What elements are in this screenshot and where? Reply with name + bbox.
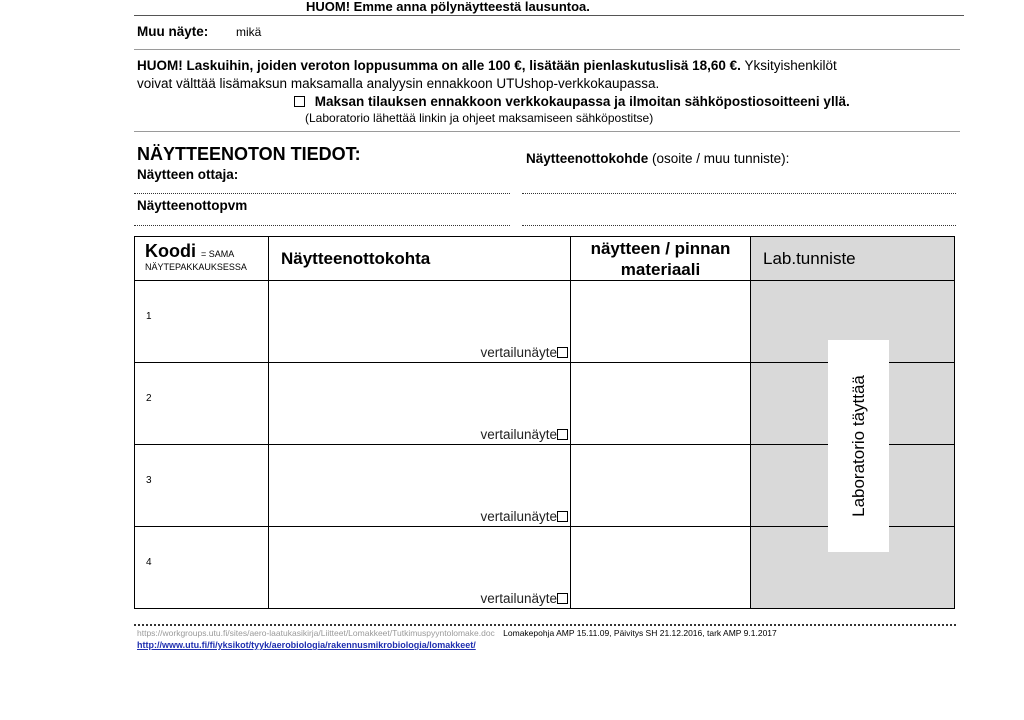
invoice-note-text: Yksityishenkilöt: [744, 58, 837, 73]
header-koodi-label: Koodi: [145, 241, 196, 261]
header-koodi: [135, 237, 269, 281]
row-number: 2: [146, 393, 152, 404]
other-sample-label: Muu näyte:: [137, 24, 209, 39]
footer-path-text: https://workgroups.utu.fi/sites/aero-laatukasikirja/Liitteet/Lomakkeet/Tutkimuspyyntolomake.doc: [137, 628, 495, 638]
reference-sample-label: vertailunäyte: [480, 427, 557, 442]
reference-sample[interactable]: [480, 591, 568, 606]
sampling-target-label: [526, 150, 789, 167]
other-sample-value[interactable]: mikä: [236, 25, 262, 39]
kohta-cell[interactable]: [269, 445, 571, 527]
kohta-cell[interactable]: [269, 363, 571, 445]
payment-checkbox[interactable]: [294, 96, 305, 107]
invoice-note: [137, 57, 957, 74]
sampling-date-field[interactable]: [134, 225, 510, 226]
table-header-row: [135, 237, 955, 281]
reference-sample-checkbox[interactable]: [557, 593, 568, 604]
header-lab: Lab.tunniste: [751, 237, 955, 281]
header-materiaali-line2: materiaali: [620, 259, 701, 279]
reference-sample-checkbox[interactable]: [557, 429, 568, 440]
materiaali-cell[interactable]: [571, 527, 751, 609]
footer-divider: [134, 624, 956, 626]
invoice-note-bold: HUOM! Laskuihin, joiden veroton loppusumma on alle 100 €, lisätään pienlaskutuslisä 18,60 €.: [137, 58, 741, 73]
divider: [134, 49, 960, 50]
materiaali-cell[interactable]: [571, 363, 751, 445]
koodi-cell[interactable]: [135, 363, 269, 445]
payment-note: (Laboratorio lähettää linkin ja ohjeet maksamiseen sähköpostitse): [305, 111, 654, 125]
reference-sample-label: vertailunäyte: [480, 345, 557, 360]
koodi-cell[interactable]: [135, 445, 269, 527]
sampling-target-label-rest: (osoite / muu tunniste):: [652, 151, 790, 166]
footer-path: [137, 628, 777, 638]
invoice-note-line2: voivat välttää lisämaksun maksamalla analyysin ennakkoon UTUshop-verkkokaupassa.: [137, 76, 660, 91]
header-materiaali: [571, 237, 751, 281]
reference-sample[interactable]: [480, 427, 568, 442]
sampling-target-field-1[interactable]: [522, 193, 956, 194]
reference-sample-checkbox[interactable]: [557, 347, 568, 358]
header-koodi-sub: NÄYTEPAKKAUKSESSA: [145, 262, 247, 272]
row-number: 4: [146, 557, 152, 568]
materiaali-cell[interactable]: [571, 281, 751, 363]
footer-meta: Lomakepohja AMP 15.11.09, Päivitys SH 21.12.2016, tark AMP 9.1.2017: [503, 628, 777, 638]
sampling-target-field-2[interactable]: [522, 225, 956, 226]
reference-sample-label: vertailunäyte: [480, 591, 557, 606]
sampling-date-label: Näytteenottopvm: [137, 198, 248, 213]
lab-fill-note-text: Laboratorio täyttää: [848, 375, 868, 517]
header-koodi-small: = SAMA: [201, 249, 235, 259]
reference-sample[interactable]: [480, 345, 568, 360]
reference-sample[interactable]: [480, 509, 568, 524]
sampling-target-label-bold: Näytteenottokohde: [526, 151, 649, 166]
koodi-cell[interactable]: [135, 281, 269, 363]
kohta-cell[interactable]: [269, 527, 571, 609]
payment-checkbox-label: Maksan tilauksen ennakkoon verkkokaupassa ja ilmoitan sähköpostiosoitteeni yllä.: [314, 94, 850, 109]
payment-checkbox-row[interactable]: [294, 93, 850, 110]
footer-link[interactable]: http://www.utu.fi/fi/yksikot/tyyk/aerobiologia/rakennusmikrobiologia/lomakkeet/: [137, 640, 476, 650]
row-number: 3: [146, 475, 152, 486]
sampling-heading: NÄYTTEENOTON TIEDOT:: [137, 144, 361, 164]
row-number: 1: [146, 311, 152, 322]
reference-sample-label: vertailunäyte: [480, 509, 557, 524]
divider: [134, 15, 964, 16]
reference-sample-checkbox[interactable]: [557, 511, 568, 522]
header-materiaali-line1: näytteen / pinnan: [590, 238, 731, 258]
materiaali-cell[interactable]: [571, 445, 751, 527]
header-kohta: Näytteenottokohta: [269, 237, 571, 281]
koodi-cell[interactable]: [135, 527, 269, 609]
top-notice: HUOM! Emme anna pölynäytteestä lausuntoa.: [306, 0, 590, 14]
kohta-cell[interactable]: [269, 281, 571, 363]
divider: [134, 131, 960, 132]
sample-taker-label: Näytteen ottaja:: [137, 167, 239, 182]
sample-taker-field[interactable]: [134, 193, 510, 194]
lab-fill-note: [828, 340, 889, 552]
